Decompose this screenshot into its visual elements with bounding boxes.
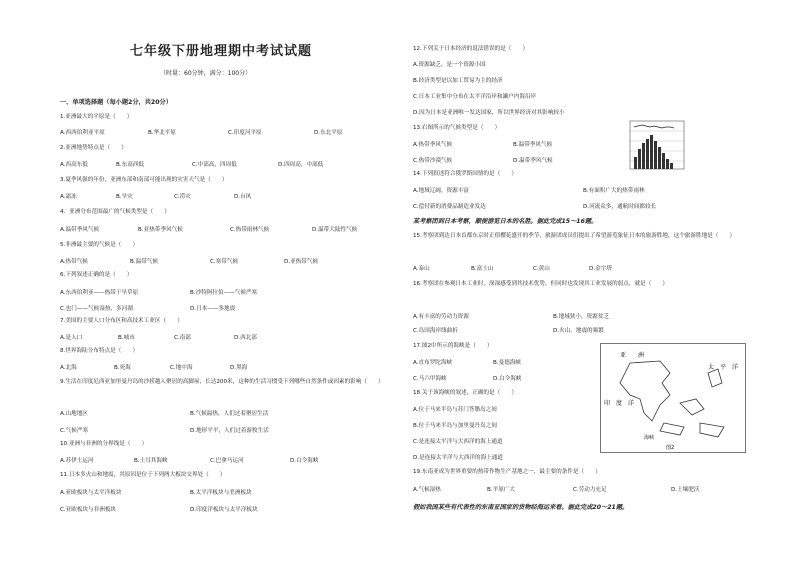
option-d: D.温带大陆性气候 [312, 227, 358, 233]
option-d: D.四周高，中部低 [278, 162, 324, 168]
option-b: B.气候温热，人们过着聚居生活 [190, 411, 269, 417]
option-a: A.地域辽阔，资源丰富 [413, 188, 469, 194]
option-c: C.热带雨林气候 [230, 227, 270, 233]
option-a: A.气候湿热 [413, 487, 441, 493]
option-a: A.温带季风气候 [60, 227, 100, 233]
left-column [60, 0, 395, 561]
option-d: D.印度洋板块与太平洋板块 [190, 507, 258, 513]
question-text: 4．亚洲分布范围最广的气候类型是（ ） [60, 209, 170, 215]
question-text: 10.亚洲与非洲的分界线是（ ） [60, 441, 148, 447]
option-d: D.因为日本是亚洲唯一发达国家，所以世界经济对其影响较小 [413, 110, 565, 116]
option-c: C.日本工业集中分布在太平洋沿岸和濑户内海沿岸 [413, 94, 537, 100]
option-b: B.有面积广大的热带雨林 [583, 188, 645, 194]
option-b: B.东高西低 [116, 162, 144, 168]
option-b: B.平原广大 [487, 487, 515, 493]
page-title: 七年级下册地理期中考试试题 [130, 44, 313, 59]
page-subtitle: （时量：60分钟，满分：100分） [160, 70, 252, 77]
climate-chart-figure [622, 117, 692, 177]
option-d: D.白令海峡 [290, 458, 319, 464]
option-b: B.温带气候 [130, 259, 158, 265]
option-d: D.温带季风气候 [513, 158, 553, 164]
option-b: B.亚热带季风气候 [138, 227, 183, 233]
question-text: 19.东南亚成为世界重要的热带作物生产基地之一，最主要的条件是（ ） [413, 469, 601, 475]
question-text: 18.关于该海峡的叙述，正确的是（ ） [413, 390, 517, 396]
option-d: D.台风 [234, 194, 252, 200]
option-b: B.地域狭小，资源贫乏 [553, 314, 609, 320]
option-a: A.西西伯利亚平原 [60, 130, 105, 136]
option-c: C.岛国海岸线曲折 [413, 328, 458, 334]
option-a: A.是人口 [60, 335, 83, 341]
option-b: B.死海 [114, 365, 131, 371]
option-c: C.涝灾 [174, 194, 191, 200]
section-heading: 一、单项选择题（每小题2分，共20分） [60, 99, 172, 106]
option-c: C.马六甲海峡 [413, 376, 447, 382]
option-d: D.是连接太平洋与大西洋的海上通道 [413, 455, 503, 461]
option-c: C.中部高，四周低 [192, 162, 237, 168]
question-text: 1.亚洲最大的平原是（ ） [60, 114, 133, 120]
figure-caption: 图2 [666, 445, 675, 451]
option-d: D.火山、地震的频繁 [553, 328, 604, 334]
strait-map-figure [600, 343, 746, 453]
option-b: B.土耳其海峡 [134, 458, 168, 464]
end-note: 假如我国某些有代表性的东南亚国家的货物经海运来看。据此完成20～21题。 [413, 504, 629, 511]
option-d: D.亚热带气候 [284, 259, 319, 265]
question-text: 7.美国的主要人口分布区和高技术工业区（ ） [60, 318, 183, 324]
option-c: C.热带沙漠气候 [413, 158, 453, 164]
option-a: A.热带气候 [60, 259, 88, 265]
option-a: A.苏伊士运河 [60, 458, 94, 464]
option-c: C.也门——气候湿热，多河湖 [60, 306, 133, 312]
question-text: 8.世界海陆分布特点是（ ） [60, 348, 139, 354]
option-b: B.沙特阿拉伯——气候严寒 [190, 290, 258, 296]
right-column [413, 0, 758, 561]
option-c: C.是连接太平洋与大西洋的海上通道 [413, 439, 503, 445]
option-a: A.山地地区 [60, 411, 88, 417]
option-c: C.劳动力充足 [573, 487, 607, 493]
option-a: A.北海 [60, 365, 77, 371]
option-b: B.华北平原 [148, 130, 176, 136]
question-text: 15.考察团到达日本首都东京时正值樱花盛开的季节，旅游团成员们提出了希望游览象征日本的旅游胜地，这个旅游胜地是（ ） [413, 233, 736, 239]
option-b: B.城市 [118, 335, 135, 341]
option-b: B.富士山 [471, 266, 494, 272]
label-asia: 亚 洲 [620, 352, 645, 359]
option-a: A.热带季风气候 [413, 142, 453, 148]
option-d: D.西北部 [234, 335, 257, 341]
question-text: 14.下列叙述符合俄罗斯国情的是（ ） [413, 171, 517, 177]
option-c: C.寒带气候 [210, 259, 239, 265]
option-d: D.东北平原 [314, 130, 343, 136]
option-d: D.白令海峡 [493, 376, 522, 382]
question-text: 3.夏季风强的年份，亚洲东部和南部可能出现的灾害天气是（ ） [60, 177, 228, 183]
option-c: C.气候严寒 [60, 428, 89, 434]
option-a: A.霜冻 [60, 194, 77, 200]
question-text: 5.非洲最主要的气候是（ ） [60, 242, 139, 248]
question-text: 17.图2中所示的海峡是（ ） [413, 343, 493, 349]
label-indian-ocean: 印 度 洋 [604, 400, 635, 407]
option-b: B.温带季风气候 [513, 142, 553, 148]
option-c: C.印度河平原 [228, 130, 262, 136]
option-b: B.曼德海峡 [493, 360, 521, 366]
option-a: A.西高东低 [60, 162, 88, 168]
option-a: A.亚欧板块与太平洋板块 [60, 490, 122, 496]
japan-note: 某考察团到日本考察，顺便游览日本的名胜。据此完成15～16题。 [413, 218, 598, 225]
question-text: 6.下列叙述正确的是（ ） [60, 272, 133, 278]
question-text: 9.生活在印度尼西亚加里曼丹岛的沙捞越人聚居的高脚屋，长达200米，这种的生活习惯受下列哪些自然条件或因素的影响（ ） [60, 379, 384, 385]
label-strait: 海峡 [644, 435, 655, 441]
option-a: A.泰山 [413, 266, 430, 272]
option-d: D.地形平平，人们过着游牧生活 [190, 428, 269, 434]
option-d: D.金字塔 [589, 266, 612, 272]
question-text: 13.右图所示的气候类型是（ ） [413, 125, 501, 131]
label-pacific: 太 平 洋 [708, 364, 739, 371]
option-c: C.南部 [174, 335, 191, 341]
option-c: C.巴拿马运河 [210, 458, 244, 464]
option-d: D.河流众多，通航时间都较长 [583, 204, 657, 210]
option-a: A.资源缺乏，是一个资源小国 [413, 62, 486, 68]
option-a: A.有丰富的劳动力资源 [413, 314, 469, 320]
option-a: A.位于马来半岛与苏门答腊岛之间 [413, 407, 497, 413]
option-b: B.位于马来半岛与加里曼丹岛之间 [413, 423, 497, 429]
option-a: A.东西伯利亚——热带干旱草原 [60, 290, 139, 296]
option-c: C.偿付新的消费品制造业发达 [413, 204, 486, 210]
question-text: 11.日本多火山和地震，其原因是位于下列两大板块交界处（ ） [60, 472, 226, 478]
option-d: D.日本——多地震 [190, 306, 236, 312]
question-text: 2.亚洲地势特点是（ ） [60, 145, 127, 151]
option-b: B.旱灾 [116, 194, 133, 200]
question-text: 12.下列关于日本经济的说法错误的是（ ） [413, 46, 529, 52]
option-d: D.黑海 [230, 365, 248, 371]
option-c: C.黄山 [533, 266, 550, 272]
option-a: A.直布罗陀海峡 [413, 360, 453, 366]
option-c: C.亚欧板块与非洲板块 [60, 507, 117, 513]
option-b: B.太平洋板块与美洲板块 [190, 490, 252, 496]
option-c: C.地中海 [170, 365, 193, 371]
question-text: 16.考察团在参观日本工业时，深深感受到其技术优势，但同时也发现其工业发展的弱点，就是（ ） [413, 281, 669, 287]
option-d: D.土壤肥沃 [671, 487, 700, 493]
option-b: B.经济类型是以加工贸易为主的经济 [413, 78, 503, 84]
